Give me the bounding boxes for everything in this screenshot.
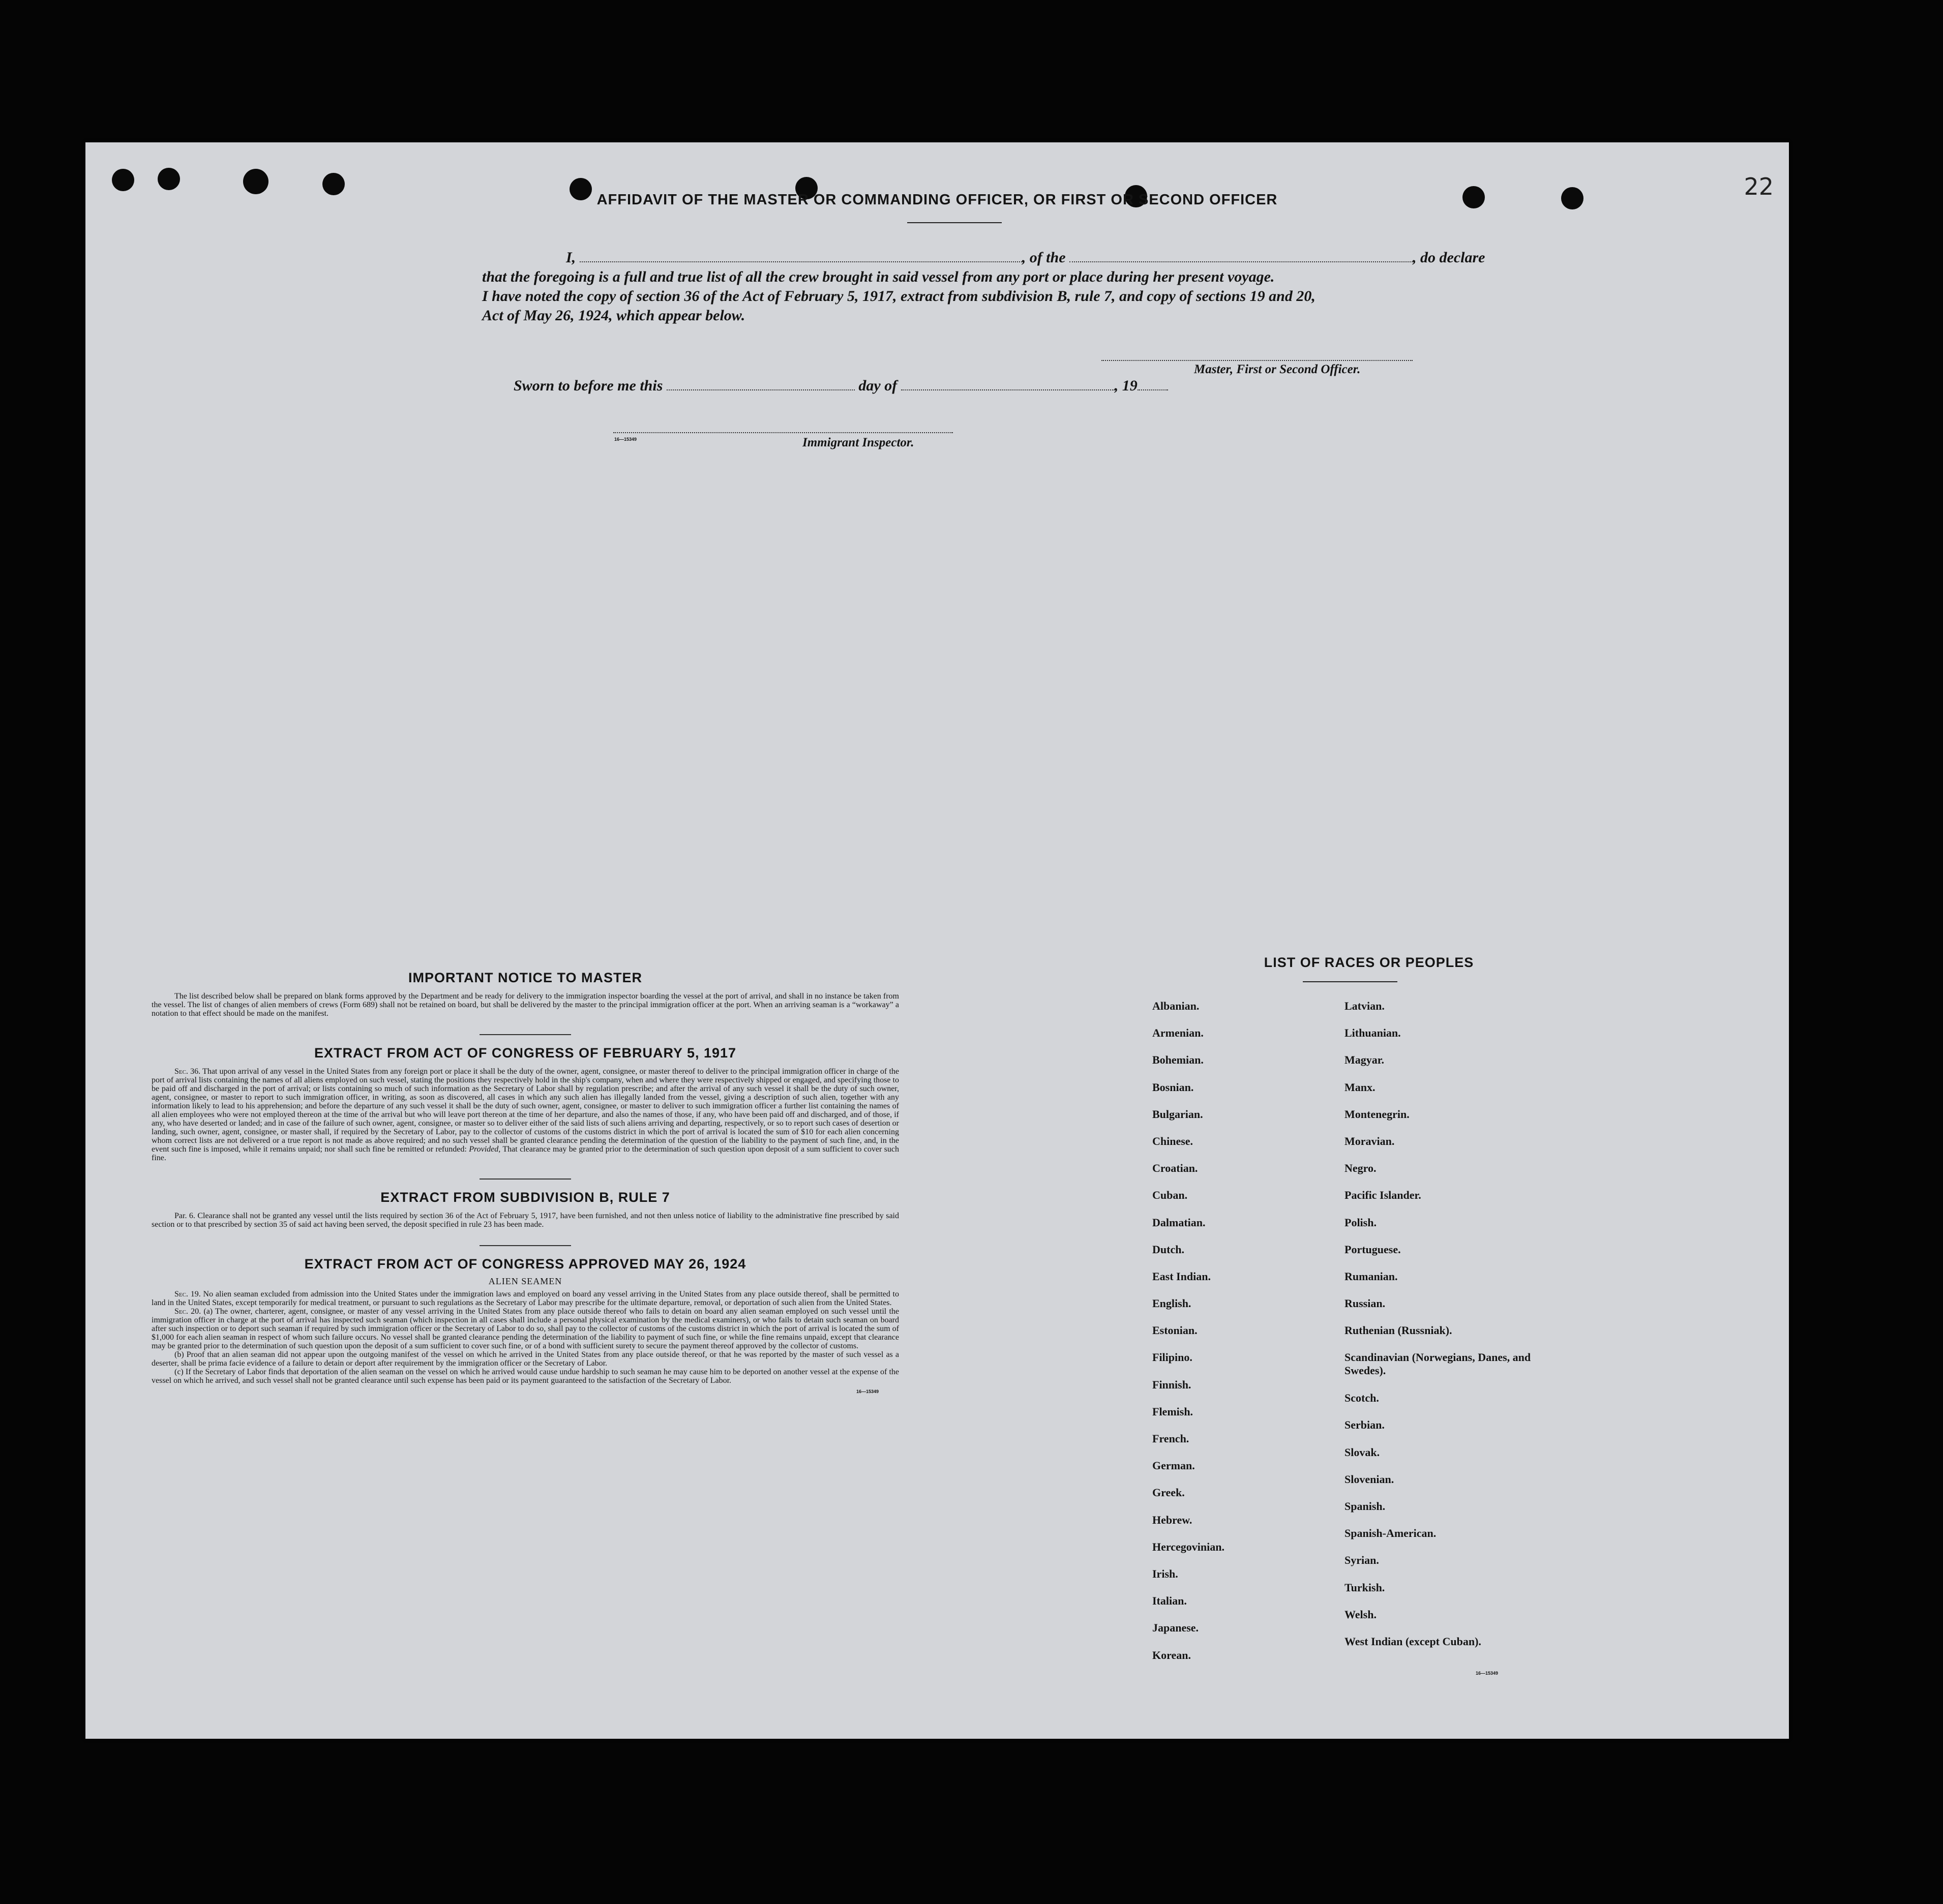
race-item: Flemish. [1152,1405,1193,1418]
affidavit-title: AFFIDAVIT OF THE MASTER OR COMMANDING OFFICER, OR FIRST OR SECOND OFFICER [596,192,1278,208]
race-item: Finnish. [1152,1378,1191,1391]
form-number: 16—15349 [1476,1671,1499,1676]
races-title: LIST OF RACES OR PEOPLES [1264,955,1474,970]
page-number: 22 [1744,173,1774,200]
race-item: Manx. [1344,1080,1376,1094]
race-item: Slovenian. [1344,1472,1394,1486]
punch-hole [112,169,134,191]
race-item: Lithuanian. [1344,1026,1401,1040]
race-item: Welsh. [1344,1608,1377,1621]
section-divider [480,1178,571,1180]
race-item: Bulgarian. [1152,1107,1203,1121]
sec19-text: Sec. 19. No alien seaman excluded from admission into the United States under the immigration laws and employed on board any vessel arriving in the United States from any place outside thereof, shall be permitted to land in the United States, except temporarily for medical treatment, or pursuant to such regulations as the Secretary of Labor may prescribe for the ultimate departure, removal, or deportation of such alien from the United States. [152,1290,899,1307]
race-item: German. [1152,1459,1195,1472]
race-item: Korean. [1152,1648,1191,1661]
race-item: Croatian. [1152,1162,1198,1175]
race-item: Montenegrin. [1344,1107,1410,1121]
affidavit-i: I, [566,249,576,266]
signature-label: Master, First or Second Officer. [1194,362,1361,376]
affidavit-line-3: I have noted the copy of section 36 of the Act of February 5, 1917, extract from subdivision B, rule 7, and copy of sections 19 and 20, [482,288,1316,305]
race-item: Bosnian. [1152,1080,1194,1094]
inspector-label: Immigrant Inspector. [802,436,914,449]
race-item: Hebrew. [1152,1513,1192,1526]
year-blank[interactable] [1138,384,1168,390]
affidavit-of-the: , of the [1022,249,1066,266]
race-item: Cuban. [1152,1189,1188,1202]
section-divider [480,1034,571,1035]
sec20c-text: (c) If the Secretary of Labor finds that deportation of the alien seaman on the vessel on which he arrived would cause undue hardship to such seaman he may cause him to be deported on another vessel at the expense of the vessel on which he arrived, and such vessel shall not be granted clearance until such expense has been paid or its payment guaranteed to the satisfaction of the Secretary of Labor. [152,1368,899,1385]
extract-1917-text: Sec. 36. That upon arrival of any vessel in the United States from any foreign port or place it shall be the duty of the owner, agent, consignee, or master thereof to deliver to the principal immigration officer in charge of the port of arrival lists containing the names of all aliens employed on such vessel, stating the positions they respectively hold in the ship's company, when and where they were respectively shipped or engaged, and specifying those to be paid off and discharged in the port of arrival; or lists containing so much of such information as the Secretary of Labor shall by regulation prescribe; and after the arrival of any such vessel it shall be the duty of such owner, agent, consignee, or master to report to such immigration officer, in writing, as soon as discovered, all cases in which any such alien has illegally landed from the vessel, giving a description of such alien, together with any information likely to lead to his apprehension; and before the departure of any such vessel it shall be the duty of such owner, agent, consignee, or master to deliver to such immigration officer a further list containing the names of all alien employees who were not employed thereon at the time of the arrival but who will leave port thereon at the time of her departure, and also the names of those, if any, who have been paid off and discharged, and of those, if any, who have deserted or landed; and in case of the failure of such owner, agent, consignee, or master so to deliver either of the said lists of such aliens arriving and departing, respectively, or so to report such cases of desertion or landing, such owner, agent, consignee, or master shall, if required by the Secretary of Labor, pay to the collector of customs of the customs district in which the port of arrival is located the sum of $10 for each alien concerning whom correct lists are not delivered or a true report is not made as above required; and no such vessel shall be granted clearance pending the determination of the question of the liability to the payment of such fine, and, in the event such fine is imposed, while it remains unpaid; nor shall such fine be remitted or refunded: Provided, That clearance may be granted prior to the determination of such question upon deposit of a sum sufficient to cover such fine. [152,1067,899,1162]
notice-text: The list described below shall be prepared on blank forms approved by the Department and be ready for delivery to the immigration inspector boarding the vessel at the port of arrival, and shall in no instance be taken from the vessel. The list of changes of alien members of crews (Form 689) shall not be retained on board, but shall be delivered by the master to the principal immigration officer at the port. When an arriving seaman is a “workaway” a notation to that effect should be made on the manifest. [152,992,899,1018]
day-of-label: day of [858,377,898,394]
form-number: 16—15349 [856,1389,879,1394]
sworn-label: Sworn to before me this [514,377,663,394]
race-item: Rumanian. [1344,1270,1398,1283]
race-item: Russian. [1344,1297,1386,1310]
affidavit-declare: , do declare [1413,249,1485,266]
race-item: Serbian. [1344,1418,1385,1432]
extract-rule7-text: Par. 6. Clearance shall not be granted any vessel until the lists required by section 36 of the Act of February 5, 1917, have been furnished, and not then unless notice of liability to the administrative fine prescribed by said section or to that prescribed by section 35 of said act having been served, the deposit specified in rule 23 has been made. [152,1212,899,1229]
race-item: Spanish. [1344,1499,1386,1513]
race-item: Dalmatian. [1152,1216,1206,1229]
race-item: Albanian. [1152,1000,1200,1012]
race-item: Filipino. [1152,1351,1192,1364]
race-item: Chinese. [1152,1134,1193,1147]
affidavit-line-2: that the foregoing is a full and true list of all the crew brought in said vessel from any port or place during her present voyage. [482,268,1275,285]
race-item: Moravian. [1344,1134,1395,1147]
race-item: Irish. [1152,1567,1178,1580]
extract-rule7-title: EXTRACT FROM SUBDIVISION B, RULE 7 [380,1190,670,1205]
extract-1924-title: EXTRACT FROM ACT OF CONGRESS APPROVED MAY 26, 1924 [304,1256,746,1272]
year-label: , 19 [1114,377,1138,394]
race-item: Turkish. [1344,1581,1385,1594]
race-item: Polish. [1344,1216,1377,1229]
notice-section [152,970,899,1394]
race-item: Spanish-American. [1344,1527,1437,1540]
section-divider [480,1245,571,1246]
race-item: Pacific Islander. [1344,1189,1421,1202]
race-item: Magyar. [1344,1053,1385,1067]
race-item: Scandinavian (Norwegians, Danes, and Swedes). [1344,1351,1531,1377]
sec20b-text: (b) Proof that an alien seaman did not appear upon the outgoing manifest of the vessel on which he arrived in the United States from any place outside thereof, or that he was reported by the master of such vessel as a deserter, shall be prima facie evidence of a failure to detain or deport after requirement by the immigration officer or the Secretary of Labor. [152,1350,899,1368]
race-item: Hercegovinian. [1152,1540,1224,1553]
races-divider [1303,981,1397,982]
vessel-blank[interactable] [1069,256,1413,262]
form-number: 16—15349 [614,437,637,442]
race-item: Syrian. [1344,1554,1379,1567]
race-item: West Indian (except Cuban). [1344,1635,1481,1648]
title-divider [907,222,1002,223]
sec20a-text: Sec. 20. (a) The owner, charterer, agent, consignee, or master of any vessel arriving in the United States from any place outside thereof who fails to detain on board any alien seaman employed on such vessel until the immigration officer in charge at the port of arrival has inspected such seaman (which inspection in all cases shall include a personal physical examination by the medical examiners), or who fails to detain such seaman on board after such inspection or to deport such seaman if required by such immigration officer or the Secretary of Labor to do so, shall pay to the collector of customs of the customs district in which the port of arrival is located the sum of $1,000 for each alien seaman in respect of whom such failure occurs. No vessel shall be granted clearance pending the determination of the liability to payment of such fine, or while the fine remains unpaid, except that clearance may be granted prior to the determination of such question upon the deposit of a sum sufficient to cover such fine, or of a bond with sufficient surety to secure the payment thereof approved by the collector of customs. [152,1307,900,1350]
alien-seamen-subtitle: ALIEN SEAMEN [488,1276,562,1286]
race-item: Bohemian. [1152,1053,1204,1067]
race-item: Portuguese. [1344,1243,1401,1256]
affidavit-line-1 [482,248,1519,267]
day-blank[interactable] [667,384,855,390]
affidavit-line-4: Act of May 26, 1924, which appear below. [482,307,745,324]
document-sheet [85,142,1789,1739]
sworn-line [514,376,1168,396]
notice-title: IMPORTANT NOTICE TO MASTER [408,970,642,985]
race-item: Japanese. [1152,1621,1199,1635]
race-item: Greek. [1152,1486,1185,1499]
race-item: East Indian. [1152,1270,1211,1283]
extract-1917-title: EXTRACT FROM ACT OF CONGRESS OF FEBRUARY 5, 1917 [314,1045,737,1061]
month-blank[interactable] [901,384,1115,390]
race-item: Estonian. [1152,1324,1198,1337]
race-item: French. [1152,1432,1189,1445]
inspector-signature-line[interactable] [613,427,953,433]
race-item: Italian. [1152,1594,1187,1608]
race-item: Ruthenian (Russniak). [1344,1324,1452,1337]
race-item: Latvian. [1344,1000,1385,1012]
race-item: Armenian. [1152,1026,1204,1040]
race-item: Scotch. [1344,1392,1379,1405]
punch-hole [158,168,180,190]
races-column-1 [1152,1000,1325,1676]
races-column-2 [1344,1000,1563,1662]
race-item: Slovak. [1344,1445,1380,1459]
race-item: Negro. [1344,1162,1377,1175]
name-blank[interactable] [580,256,1022,262]
race-item: Dutch. [1152,1243,1184,1256]
race-item: English. [1152,1297,1191,1310]
punch-hole [243,169,268,194]
